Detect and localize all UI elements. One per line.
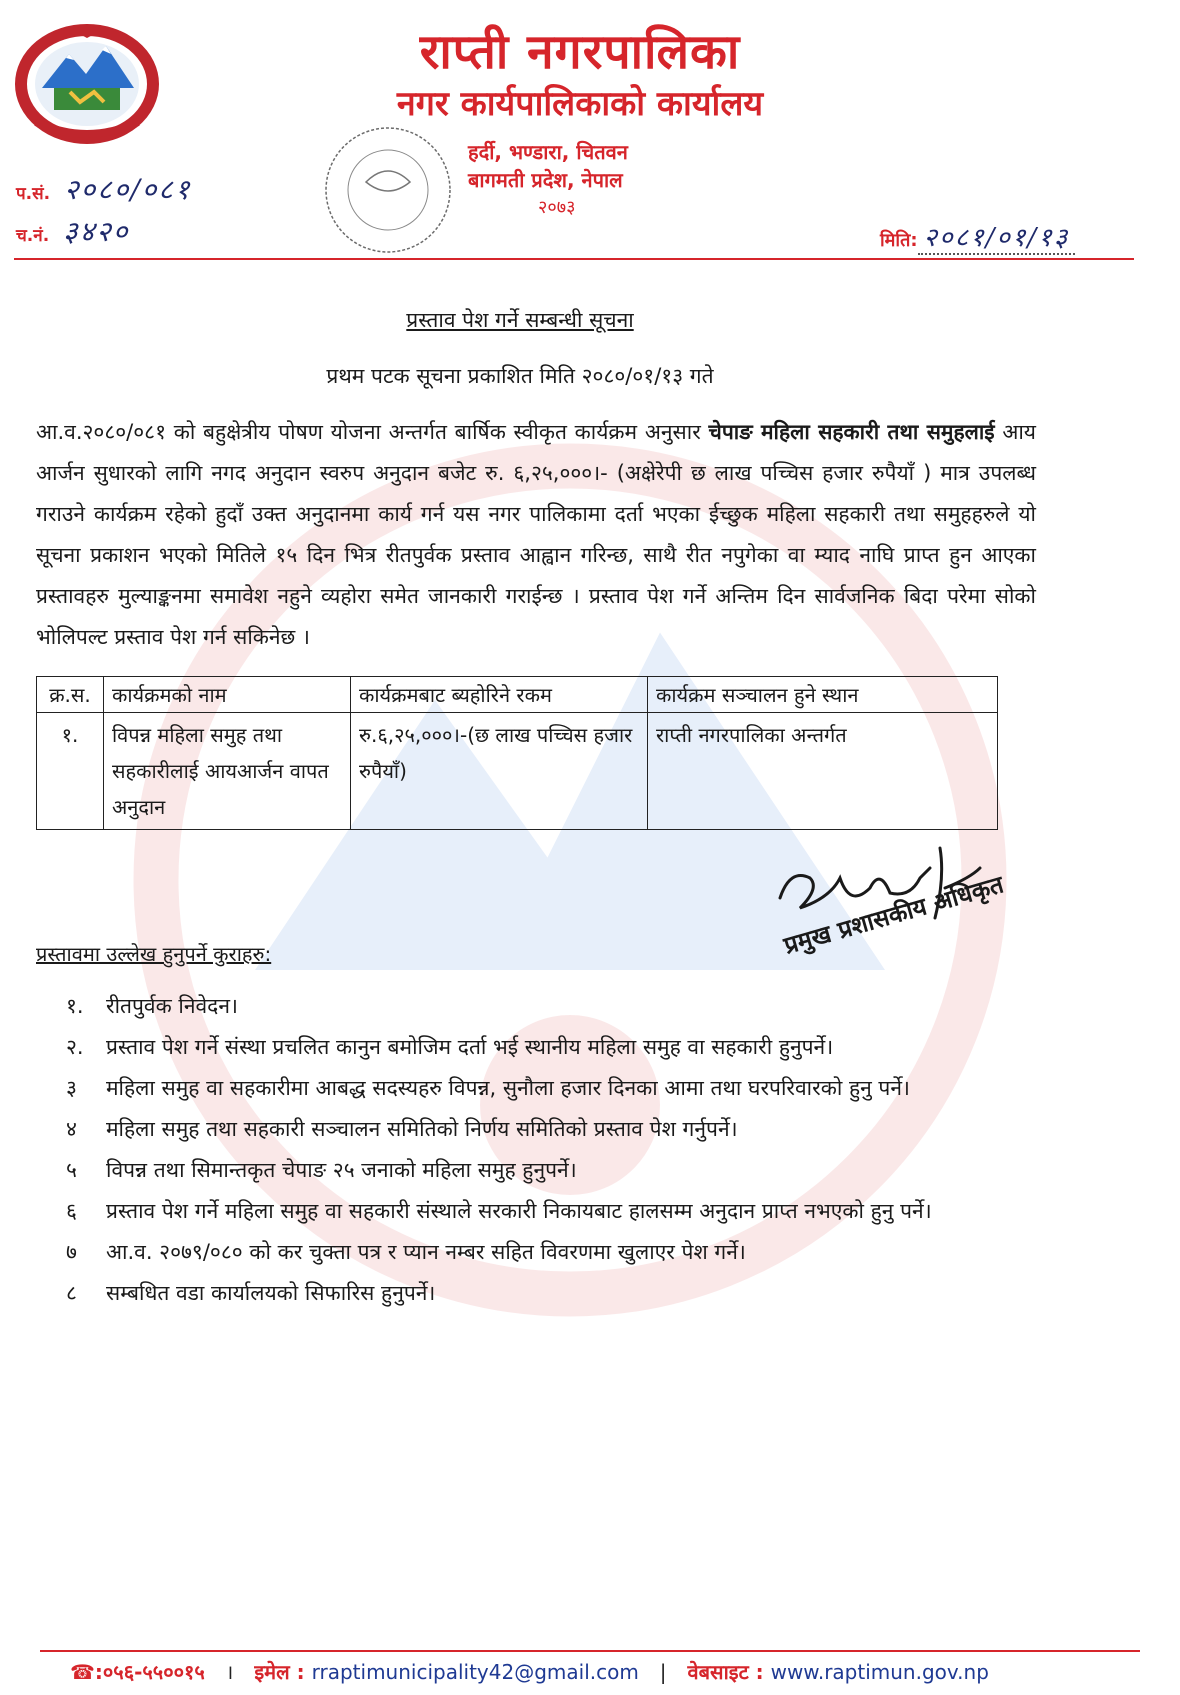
item-text: सम्बधित वडा कार्यालयको सिफारिस हुनुपर्ने। [106,1281,436,1305]
item-text: विपन्न तथा सिमान्तकृत चेपाङ २५ जनाको महिला समुह हुनुपर्ने। [106,1158,577,1182]
list-item [66,986,932,1027]
item-number: ४ [66,1117,77,1141]
list-item [66,1068,932,1109]
nepal-emblem-icon [14,22,160,144]
col-location-header: कार्यक्रम सञ्चालन हुने स्थान [648,677,998,713]
office-seal-stamp-icon [318,120,458,260]
established-year: २०७३ [538,197,576,218]
office-address [468,138,628,222]
list-item [66,1191,932,1232]
footer-contact [70,1658,1150,1685]
item-number: ५ [66,1158,77,1182]
municipality-name: राप्ती नगरपालिका [419,24,741,80]
ref-label: प.सं. [16,184,51,204]
list-item [66,1232,932,1273]
requirements-heading: प्रस्तावमा उल्लेख हुनुपर्ने कुराहरु: [36,942,272,966]
cell-program-name: विपन्न महिला समुह तथा सहकारीलाई आयआर्जन वापत अनुदान [104,713,351,830]
table-row [37,713,998,830]
header-divider [14,258,1134,260]
item-number: २. [66,1035,84,1059]
footer-separator: | [659,1660,667,1684]
para-part-1: आ.व.२०८०/०८१ को बहुक्षेत्रीय पोषण योजना अन्तर्गत बार्षिक स्वीकृत कार्यक्रम अनुसार [36,420,709,444]
para-bold-text: चेपाङ महिला सहकारी तथा समुहलाई [708,420,995,444]
cell-serial: १. [37,713,104,830]
requirements-list [66,986,932,1314]
item-number: ७ [66,1240,77,1264]
para-part-2: आय आर्जन सुधारको लागि नगद अनुदान स्वरुप अनुदान बजेट रु. ६,२५,०००।- (अक्षेरेपी छ लाख पच्चिस हजार रुपैयाँ ) मात्र उपलब्ध गराउने कार्यक्रम रहेको हुदाँ उक्त अनुदानमा कार्य गर्न यस नगर पालिकामा दर्ता भएका ईच्छुक महिला सहकारी तथा समुहहरुले यो सूचना प्रकाशन भएको मितिले १५ दिन भित्र रीतपुर्वक प्रस्ताव आह्वान गरिन्छ, साथै रीत नपुगेका वा म्याद नाघि प्राप्त हुन आएका प्रस्तावहरु मुल्याङ्कनमा समावेश नहुने व्यहोरा समेत जानकारी गराईन्छ । प्रस्ताव पेश गर्ने अन्तिम दिन सार्वजनिक बिदा परेमा सोको भोलिपल्ट प्रस्ताव पेश गर्न सकिनेछ । [36,420,1036,649]
item-text: महिला समुह वा सहकारीमा आबद्ध सदस्यहरु विपन्न, सुनौला हजार दिनका आमा तथा घरपरिवारको हुनु पर्ने। [106,1076,910,1100]
item-text: रीतपुर्वक निवेदन। [106,994,238,1018]
notice-paragraph [36,412,1036,658]
item-number: १. [66,994,84,1018]
footer-email-link[interactable]: rraptimunicipality42@gmail.com [311,1660,639,1684]
list-item [66,1027,932,1068]
dispatch-value: ३४२० [63,215,130,248]
first-published-line: प्रथम पटक सूचना प्रकाशित मिति २०८०/०१/१३ गते [326,364,714,388]
program-table [36,676,998,830]
list-item [66,1273,932,1314]
table-header-row [37,677,998,713]
cell-location: राप्ती नगरपालिका अन्तर्गत [648,713,998,830]
item-number: ३ [66,1076,77,1100]
letterhead-title-block [300,22,860,126]
footer-separator: । [225,1660,234,1684]
list-item [66,1109,932,1150]
office-name: नगर कार्यपालिकाको कार्यालय [396,84,764,124]
footer-website-label: वेबसाइट : [687,1660,764,1684]
col-amount-header: कार्यक्रमबाट ब्यहोरिने रकम [351,677,648,713]
dispatch-label: च.नं. [16,226,50,246]
footer-website-link[interactable]: www.raptimun.gov.np [770,1660,989,1684]
item-text: प्रस्ताव पेश गर्ने संस्था प्रचलित कानुन बमोजिम दर्ता भई स्थानीय महिला समुह वा सहकारी हुनुपर्ने। [106,1035,834,1059]
item-text: महिला समुह तथा सहकारी सञ्चालन समितिको निर्णय समितिको प्रस्ताव पेश गर्नुपर्ने। [106,1117,738,1141]
ref-value: २०८०/०८१ [64,173,192,206]
address-line-1: हर्दी, भण्डारा, चितवन [468,140,628,164]
footer-phone: ☎:०५६-५५००१५ [70,1660,205,1684]
col-serial-header: क्र.स. [37,677,104,713]
col-program-name-header: कार्यक्रमको नाम [104,677,351,713]
cell-amount: रु.६,२५,०००।-(छ लाख पच्चिस हजार रुपैयाँ) [351,713,648,830]
date-row [880,218,1075,254]
item-number: ८ [66,1281,77,1305]
list-item [66,1150,932,1191]
item-text: प्रस्ताव पेश गर्ने महिला समुह वा सहकारी संस्थाले सरकारी निकायबाट हालसम्म अनुदान प्राप्त नभएको हुनु पर्ने। [106,1199,932,1223]
footer-email-label: इमेल : [254,1660,305,1684]
address-line-2: बागमती प्रदेश, नेपाल [468,168,623,192]
date-value: २०८१/०१/१३ [918,223,1076,255]
item-number: ६ [66,1199,77,1223]
item-text: आ.व. २०७९/०८० को कर चुक्ता पत्र र प्यान नम्बर सहित विवरणमा खुलाएर पेश गर्ने। [106,1240,746,1264]
dispatch-number-row [16,212,129,250]
reference-number-row [16,170,191,208]
footer-divider [40,1650,1140,1652]
date-label: मिति: [880,230,918,251]
signatory-title: प्रमुख प्रशासकीय अधिकृत [780,870,1007,960]
notice-title: प्रस्ताव पेश गर्ने सम्बन्धी सूचना [406,308,634,332]
